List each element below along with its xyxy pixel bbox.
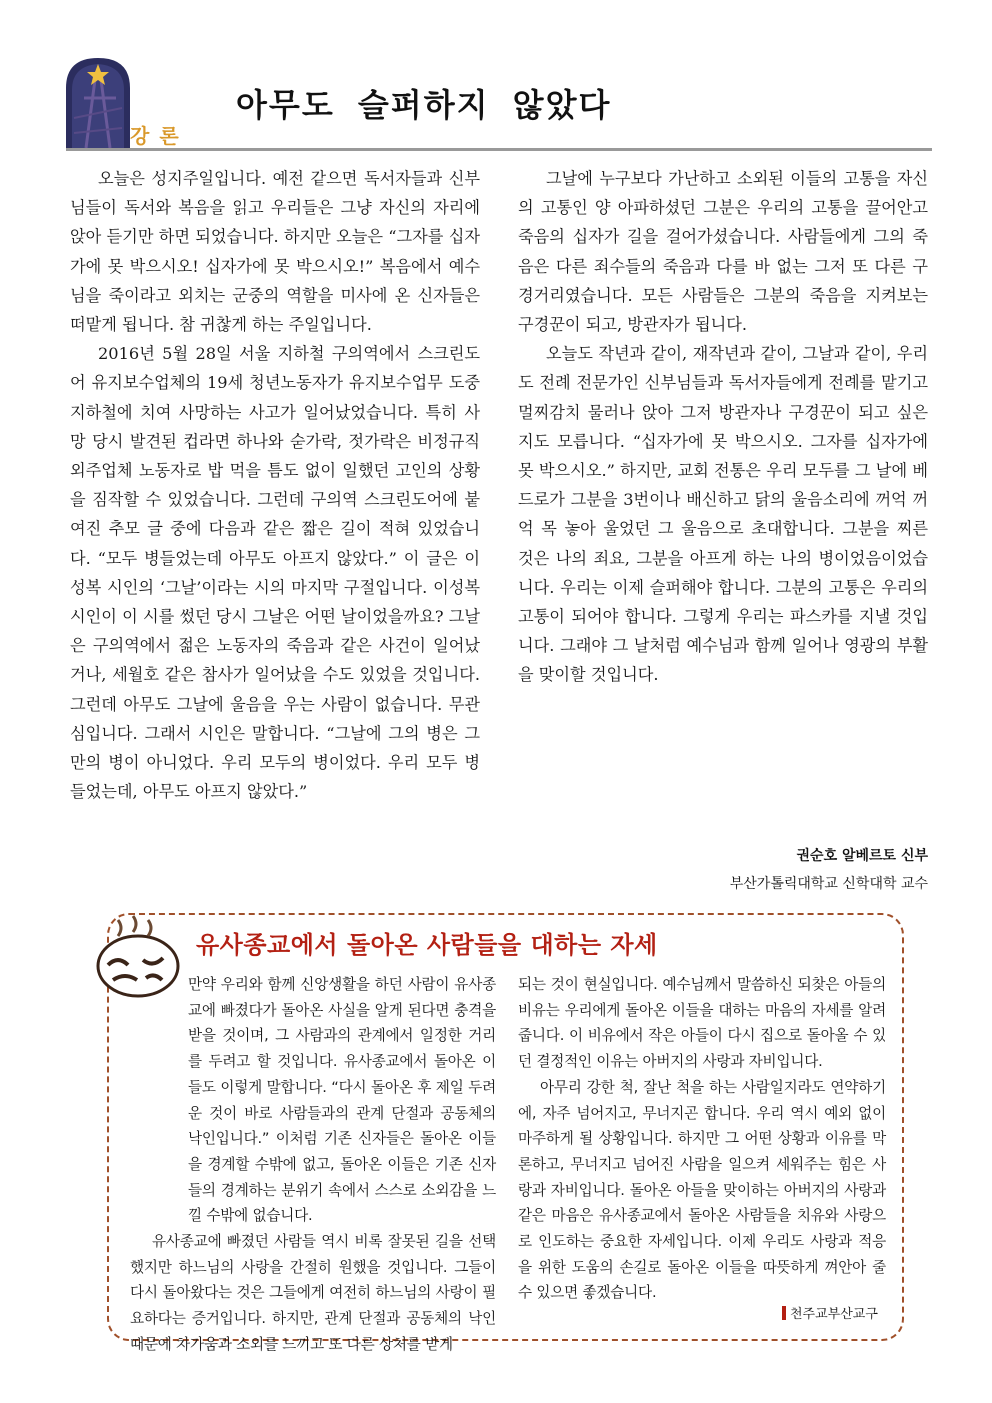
paragraph: 만약 우리와 함께 신앙생활을 하던 사람이 유사종교에 빠졌다가 돌아온 사실을 알게 된다면 충격을 받을 것이며, 그 사람과의 관계에서 일정한 거리를 두려고 할 것입니다. 유사종교에서 돌아온 이들도 이렇게 말합니다. “다시 돌아온 후 제일 두려운 것이 바로 사람들과의 관계 단절과 공동체의 낙인입니다.” 이처럼 기존 신자들은 돌아온 이들을 경계할 수밖에 없고, 돌아온 이들은 기존 신자들의 경계하는 분위기 속에서 스스로 소외감을 느낄 수밖에 없습니다. (188, 976, 496, 1225)
author-name: 권순호 알베르토 신부 (796, 848, 928, 864)
section-label: 강론 (130, 124, 189, 148)
paragraph: 그날에 누구보다 가난하고 소외된 이들의 고통을 자신의 고통인 양 아파하셨던 그분은 우리의 고통을 끌어안고 죽음의 십자가 길을 걸어가셨습니다. 사람들에게 그의 죽음은 다른 죄수들의 죽음과 다를 바 없는 그저 또 다른 구경거리였습니다. 모든 사람들은 그분의 죽음을 지켜보는 구경꾼이 되고, 방관자가 됩니다. (518, 169, 928, 335)
box-left-column (130, 972, 496, 1358)
header-divider (66, 148, 932, 151)
box-right-column (518, 972, 886, 1306)
homily-left-column (70, 164, 480, 806)
author-signature (730, 842, 928, 898)
homily-right-column (518, 164, 928, 690)
source-marker (782, 1306, 786, 1320)
source-text: 천주교부산교구 (790, 1307, 878, 1322)
source-credit (782, 1303, 878, 1322)
paragraph: 아무리 강한 척, 잘난 척을 하는 사람일지라도 연약하기에, 자주 넘어지고, 무너지곤 합니다. 우리 역시 예외 없이 마주하게 될 상황입니다. 하지만 그 어떤 상황과 이유를 막론하고, 무너지고 넘어진 사람을 일으켜 세워주는 힘은 사랑과 자비입니다. 돌아온 아들을 맞이하는 아버지의 사랑과 같은 마음은 유사종교에서 돌아온 사람들을 치유와 사랑으로 인도하는 중요한 자세입니다. 이제 우리도 사랑과 적응을 위한 도움의 손길로 돌아온 이들을 따뜻하게 껴안아 줄 수 있으면 좋겠습니다. (518, 1078, 886, 1302)
paragraph: 되는 것이 현실입니다. 예수님께서 말씀하신 되찾은 아들의 비유는 우리에게 돌아온 이들을 대하는 마음의 자세를 알려줍니다. 이 비유에서 작은 아들이 다시 집으로 돌아올 수 있던 결정적인 이유는 아버지의 사랑과 자비입니다. (518, 976, 886, 1071)
box-title: 유사종교에서 돌아온 사람들을 대하는 자세 (196, 931, 658, 959)
paragraph: 유사종교에 빠졌던 사람들 역시 비록 잘못된 길을 선택했지만 하느님의 사랑을 간절히 원했을 것입니다. 그들이 다시 돌아왔다는 것은 그들에게 여전히 하느님의 사랑이 필요하다는 증거입니다. 하지만, 관계 단절과 공동체의 낙인 때문에 차가움과 소외를 느끼고 또 다른 상처를 받게 (130, 1233, 496, 1353)
author-affiliation: 부산가톨릭대학교 신학대학 교수 (729, 876, 928, 892)
stained-glass-emblem (66, 58, 130, 148)
paragraph: 오늘은 성지주일입니다. 예전 같으면 독서자들과 신부님들이 독서와 복음을 읽고 우리들은 그냥 자신의 자리에 앉아 듣기만 하면 되었습니다. 하지만 오늘은 “그자를 십자가에 못 박으시오! 십자가에 못 박으시오!” 복음에서 예수님을 죽이라고 외치는 군중의 역할을 미사에 온 신자들은 떠맡게 됩니다. 참 귀찮게 하는 주일입니다. (70, 169, 480, 335)
page-title: 아무도 슬퍼하지 않았다 (236, 86, 612, 124)
paragraph: 2016년 5월 28일 서울 지하철 구의역에서 스크린도어 유지보수업체의 19세 청년노동자가 유지보수업무 도중 지하철에 치여 사망하는 사고가 일어났었습니다. 특히 사망 당시 발견된 컵라면 하나와 숟가락, 젓가락은 비정규직 외주업체 노동자로 밥 먹을 틈도 없이 일했던 고인의 상황을 짐작할 수 있었습니다. 그런데 구의역 스크린도어에 붙여진 추모 글 중에 다음과 같은 짧은 길이 적혀 있었습니다. “모두 병들었는데 아무도 아프지 않았다.” 이 글은 이성복 시인의 ‘그날’이라는 시의 마지막 구절입니다. 이성복 시인이 이 시를 썼던 당시 그날은 어떤 날이었을까요? 그날은 구의역에서 젊은 노동자의 죽음과 같은 사건이 일어났거나, 세월호 같은 참사가 일어났을 수도 있었을 것입니다. 그런데 아무도 그날에 울음을 우는 사람이 없습니다. 무관심입니다. 그래서 시인은 말합니다. “그날에 그의 병은 그만의 병이 아니었다. 우리 모두의 병이었다. 우리 모두 병들었는데, 아무도 아프지 않았다.” (70, 344, 480, 802)
paragraph: 오늘도 작년과 같이, 재작년과 같이, 그날과 같이, 우리도 전례 전문가인 신부님들과 독서자들에게 전례를 맡기고 멀찌감치 물러나 앉아 그저 방관자나 구경꾼이 되고 싶은지도 모릅니다. “십자가에 못 박으시오. 그자를 십자가에 못 박으시오.” 하지만, 교회 전통은 우리 모두를 그 날에 베드로가 그분을 3번이나 배신하고 닭의 울음소리에 꺼억 꺼억 목 놓아 울었던 그 울음으로 초대합니다. 그분을 찌른 것은 나의 죄요, 그분을 아프게 하는 나의 병이었음이었습니다. 우리는 이제 슬퍼해야 합니다. 그분의 고통은 우리의 고통이 되어야 합니다. 그렇게 우리는 파스카를 지낼 것입니다. 그래야 그 날처럼 예수님과 함께 일어나 영광의 부활을 맞이할 것입니다. (518, 344, 928, 685)
page-header (66, 58, 932, 152)
